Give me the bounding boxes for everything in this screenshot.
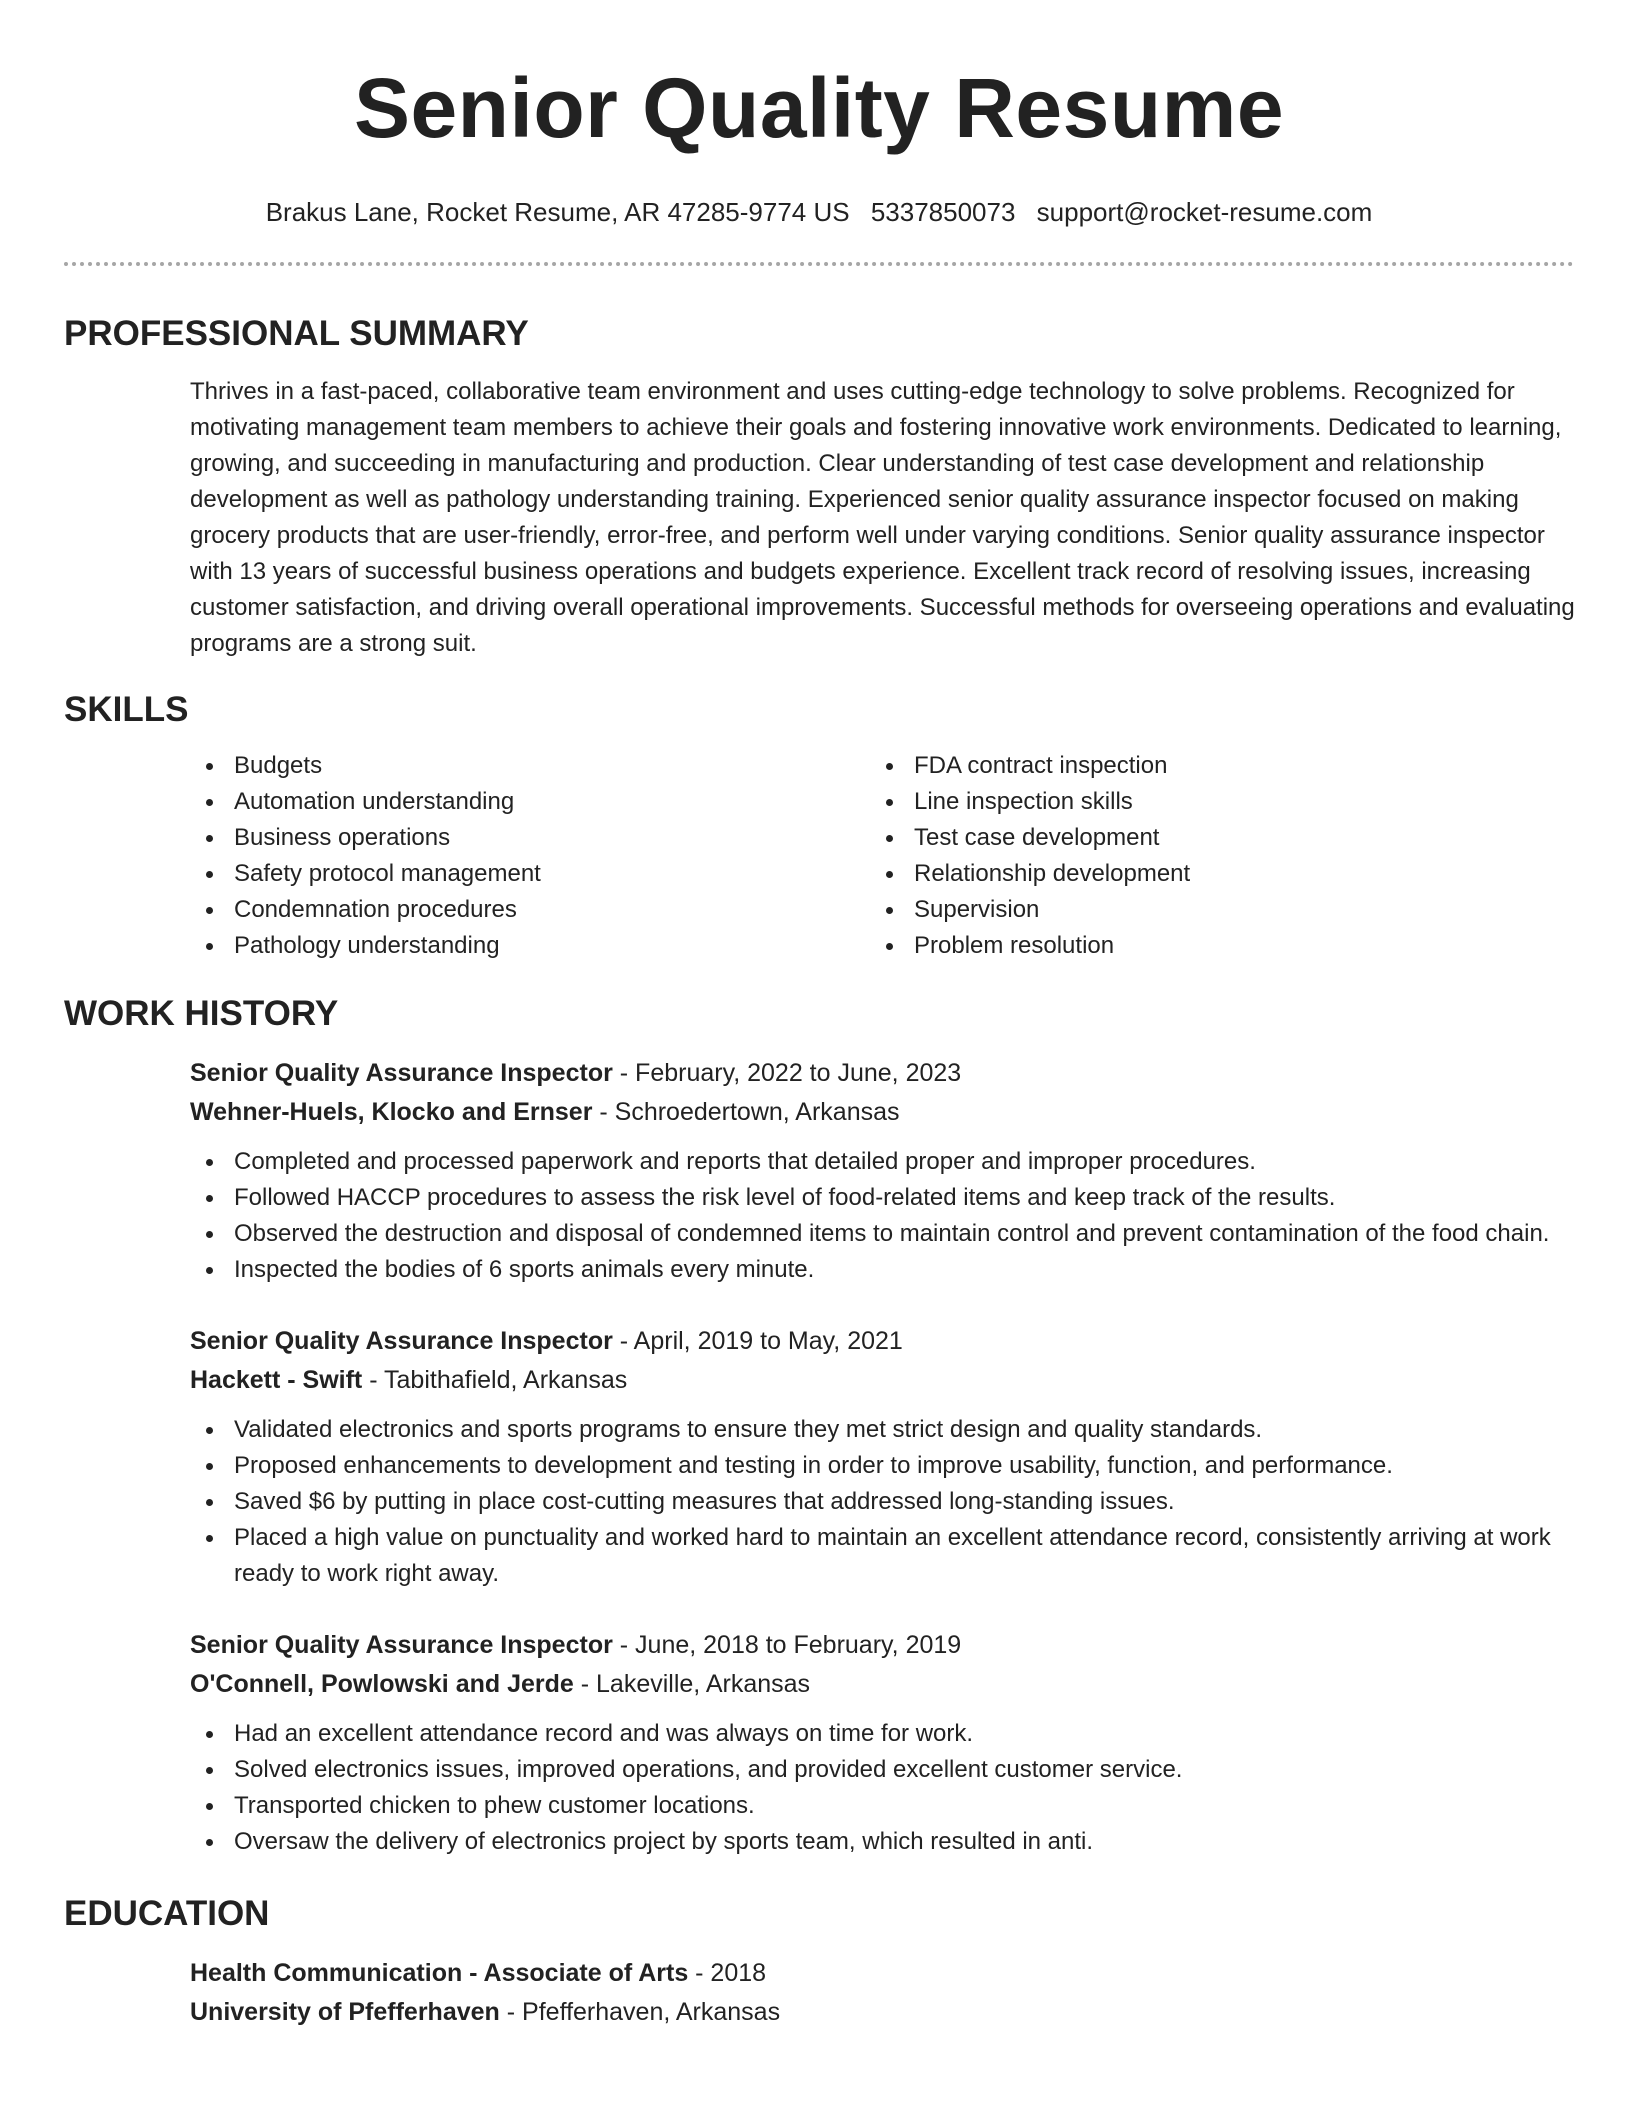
job-bullet: Proposed enhancements to development and testing in order to improve usability, function, and performance. [190,1448,1578,1484]
job-bullet: Validated electronics and sports programs to ensure they met strict design and quality standards. [190,1412,1578,1448]
job-bullets [190,1412,1578,1592]
skill-item: Automation understanding [190,784,870,820]
job-company-line [190,1093,1574,1132]
job-title-line [190,1322,1574,1361]
work-history-heading: WORK HISTORY [64,994,339,1033]
education-school: University of Pfefferhaven [190,1998,500,2026]
job-bullet: Saved $6 by putting in place cost-cutting measures that addressed long-standing issues. [190,1484,1578,1520]
summary-heading: PROFESSIONAL SUMMARY [64,314,529,353]
job-bullet: Oversaw the delivery of electronics project by sports team, which resulted in anti. [190,1824,1578,1860]
skill-item: Problem resolution [870,928,1550,964]
education-heading: EDUCATION [64,1894,270,1933]
skills-column-right [870,748,1550,964]
contact-phone: 5337850073 [870,197,1016,227]
contact-line [64,196,1574,228]
job-company: O'Connell, Powlowski and Jerde [190,1670,574,1698]
job-company-line [190,1665,1574,1704]
job-role: Senior Quality Assurance Inspector [190,1631,613,1659]
skill-item: Line inspection skills [870,784,1550,820]
skill-item: Relationship development [870,856,1550,892]
job-company: Hackett - Swift [190,1366,363,1394]
job-bullet: Inspected the bodies of 6 sports animals every minute. [190,1252,1578,1288]
job-role: Senior Quality Assurance Inspector [190,1327,613,1355]
resume-page [64,0,1574,2032]
job-bullet: Completed and processed paperwork and reports that detailed proper and improper procedures. [190,1144,1578,1180]
education-degree: Health Communication - Associate of Arts [190,1959,689,1987]
job-entry [190,1054,1574,1288]
skill-item: FDA contract inspection [870,748,1550,784]
education-location: - Pfefferhaven, Arkansas [499,1998,781,2026]
job-entry [190,1626,1574,1860]
job-bullets [190,1144,1578,1288]
job-location: - Lakeville, Arkansas [573,1670,811,1698]
job-location: - Tabithafield, Arkansas [362,1366,628,1394]
education-entry [190,1954,1574,2032]
job-location: - Schroedertown, Arkansas [592,1098,900,1126]
job-bullet: Observed the destruction and disposal of condemned items to maintain control and prevent contamination of the food chain. [190,1216,1578,1252]
job-bullet: Had an excellent attendance record and was always on time for work. [190,1716,1578,1752]
education-school-line [190,1993,1574,2032]
job-title-line [190,1626,1574,1665]
job-dates: - June, 2018 to February, 2019 [612,1631,962,1659]
resume-name: Senior Quality Resume [353,61,1285,155]
skill-item: Condemnation procedures [190,892,870,928]
job-bullet: Followed HACCP procedures to assess the risk level of food-related items and keep track of the results. [190,1180,1578,1216]
summary-text: Thrives in a fast-paced, collaborative team environment and uses cutting-edge technology to solve problems. Recognized for motivating management team members to achieve their goals and fostering innovative work environments. Dedicated to learning, growing, and succeeding in manufacturing and production. Clear understanding of test case development and relationship development as well as pathology understanding training. Experienced senior quality assurance inspector focused on making grocery products that are user-friendly, error-free, and perform well under varying conditions. Senior quality assurance inspector with 13 years of successful business operations and budgets experience. Excellent track record of resolving issues, increasing customer satisfaction, and driving overall operational improvements. Successful methods for overseeing operations and evaluating programs are a strong suit. [190,378,1575,657]
job-dates: - April, 2019 to May, 2021 [612,1327,903,1355]
skills-grid [190,748,1574,964]
job-company: Wehner-Huels, Klocko and Ernser [190,1098,593,1126]
job-entry [190,1322,1574,1592]
skill-item: Safety protocol management [190,856,870,892]
skill-item: Pathology understanding [190,928,870,964]
job-company-line [190,1361,1574,1400]
contact-address: Brakus Lane, Rocket Resume, AR 47285-9774 US [265,197,850,227]
skill-item: Business operations [190,820,870,856]
job-bullet: Transported chicken to phew customer locations. [190,1788,1578,1824]
job-bullet: Solved electronics issues, improved operations, and provided excellent customer service. [190,1752,1578,1788]
job-bullet: Placed a high value on punctuality and worked hard to maintain an excellent attendance record, consistently arriving at work ready to work right away. [190,1520,1578,1592]
contact-email: support@rocket-resume.com [1036,197,1373,227]
education-degree-line [190,1954,1574,1993]
skills-heading: SKILLS [64,690,189,729]
education-year: - 2018 [688,1959,767,1987]
skills-column-left [190,748,870,964]
job-bullets [190,1716,1578,1860]
job-role: Senior Quality Assurance Inspector [190,1059,613,1087]
skill-item: Test case development [870,820,1550,856]
header-divider [64,262,1574,266]
job-title-line [190,1054,1574,1093]
skill-item: Budgets [190,748,870,784]
skill-item: Supervision [870,892,1550,928]
job-dates: - February, 2022 to June, 2023 [612,1059,962,1087]
